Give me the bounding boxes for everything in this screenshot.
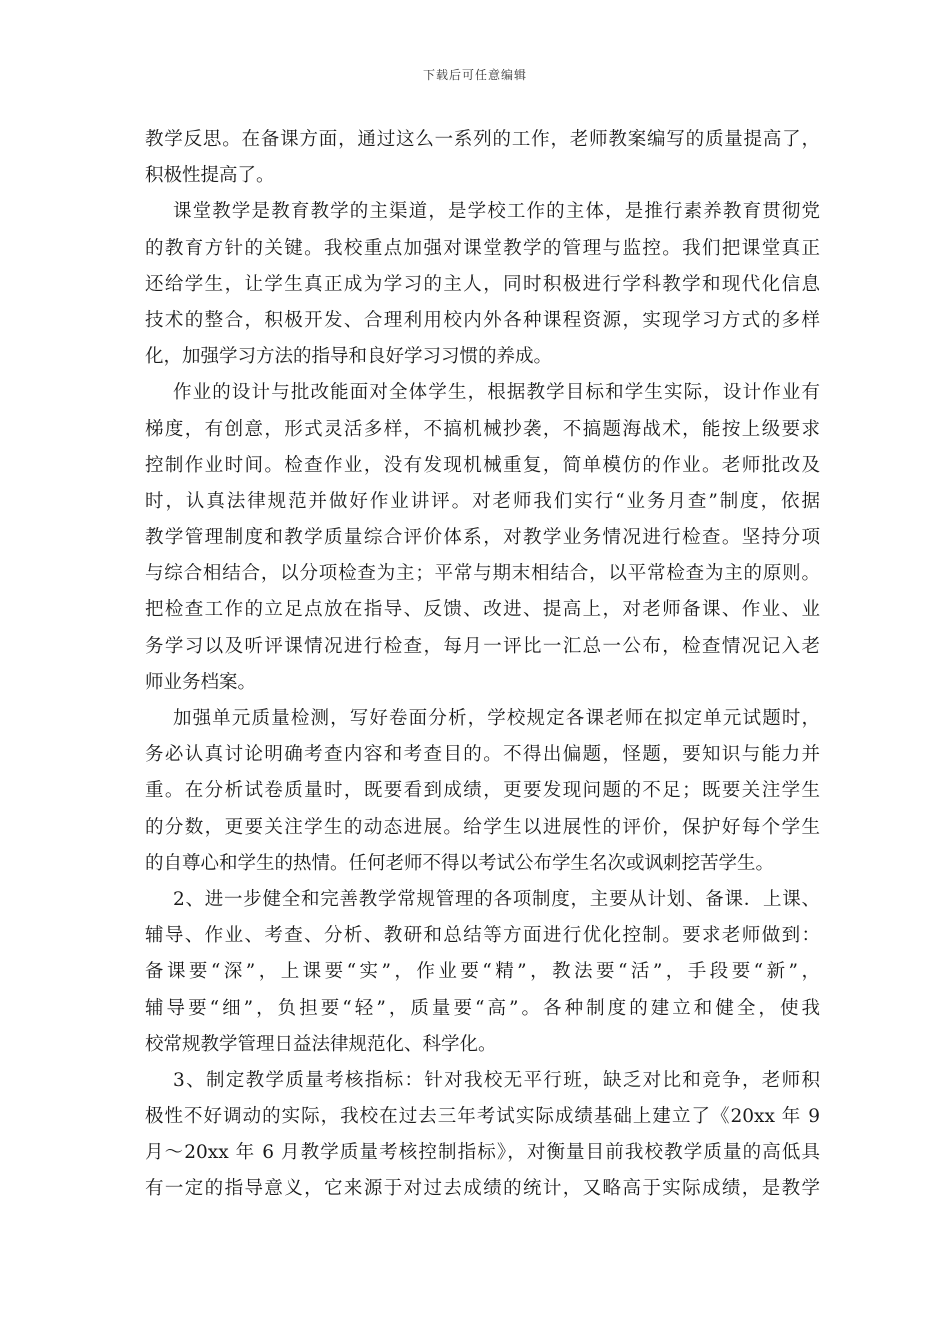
text-line: 时，认真法律规范并做好作业讲评。对老师我们实行“业务月查”制度，依据	[145, 490, 820, 512]
text-line: 辅导要“细”，负担要“轻”，质量要“高”。各种制度的建立和健全，使我	[145, 997, 820, 1019]
text-line: 作业的设计与批改能面对全体学生，根据教学目标和学生实际，设计作业有	[173, 382, 820, 404]
text-line: 月～20xx 年 6 月教学质量考核控制指标》，对衡量目前我校教学质量的高低具	[145, 1142, 820, 1164]
text-line: 的自尊心和学生的热情。任何老师不得以考试公布学生名次或讽刺挖苦学生。	[145, 852, 775, 874]
text-line: 还给学生，让学生真正成为学习的主人，同时积极进行学科教学和现代化信息	[145, 273, 820, 295]
text-line: 积极性提高了。	[145, 165, 275, 187]
text-line: 的分数，更要关注学生的动态进展。给学生以进展性的评价，保护好每个学生	[145, 816, 820, 838]
text-line: 教学管理制度和教学质量综合评价体系，对教学业务情况进行检查。坚持分项	[145, 527, 820, 549]
text-line: 务学习以及听评课情况进行检查，每月一评比一汇总一公布，检查情况记入老	[145, 635, 820, 657]
text-line: 教学反思。在备课方面，通过这么一系列的工作，老师教案编写的质量提高了，	[145, 129, 820, 150]
text-line: 技术的整合，积极开发、合理利用校内外各种课程资源，实现学习方式的多样	[145, 309, 820, 331]
text-line: 极性不好调动的实际，我校在过去三年考试实际成绩基础上建立了《20xx 年 9	[145, 1106, 820, 1128]
text-line: 的教育方针的关键。我校重点加强对课堂教学的管理与监控。我们把课堂真正	[145, 237, 820, 259]
text-line: 师业务档案。	[145, 671, 257, 693]
text-line: 与综合相结合，以分项检查为主；平常与期末相结合，以平常检查为主的原则。	[145, 563, 820, 585]
text-line: 备课要“深”，上课要“实”，作业要“精”，教法要“活”，手段要“新”，	[145, 961, 820, 983]
page-header-note: 下载后可任意编辑	[422, 68, 527, 82]
text-line: 2、进一步健全和完善教学常规管理的各项制度，主要从计划、备课．上课、	[173, 888, 820, 910]
text-line: 校常规教学管理日益法律规范化、科学化。	[145, 1033, 497, 1055]
text-line: 重。在分析试卷质量时，既要看到成绩，更要发现问题的不足；既要关注学生	[145, 780, 820, 802]
text-line: 有一定的指导意义，它来源于对过去成绩的统计，又略高于实际成绩，是教学	[145, 1178, 820, 1200]
text-line: 控制作业时间。检查作业，没有发现机械重复，简单模仿的作业。老师批改及	[145, 454, 820, 476]
text-line: 辅导、作业、考查、分析、教研和总结等方面进行优化控制。要求老师做到：	[145, 925, 820, 947]
document-body	[145, 122, 820, 1208]
text-line: 务必认真讨论明确考查内容和考查目的。不得出偏题，怪题，要知识与能力并	[145, 744, 820, 766]
text-line: 课堂教学是教育教学的主渠道，是学校工作的主体，是推行素养教育贯彻党	[173, 201, 820, 223]
text-line: 3、制定教学质量考核指标：针对我校无平行班，缺乏对比和竞争，老师积	[173, 1069, 820, 1091]
text-line: 把检查工作的立足点放在指导、反馈、改进、提高上，对老师备课、作业、业	[145, 599, 820, 621]
text-line: 加强单元质量检测，写好卷面分析，学校规定各课老师在拟定单元试题时，	[173, 708, 820, 729]
text-line: 梯度，有创意，形式灵活多样，不搞机械抄袭，不搞题海战术，能按上级要求	[145, 418, 820, 440]
text-line: 化，加强学习方法的指导和良好学习习惯的养成。	[145, 346, 553, 368]
